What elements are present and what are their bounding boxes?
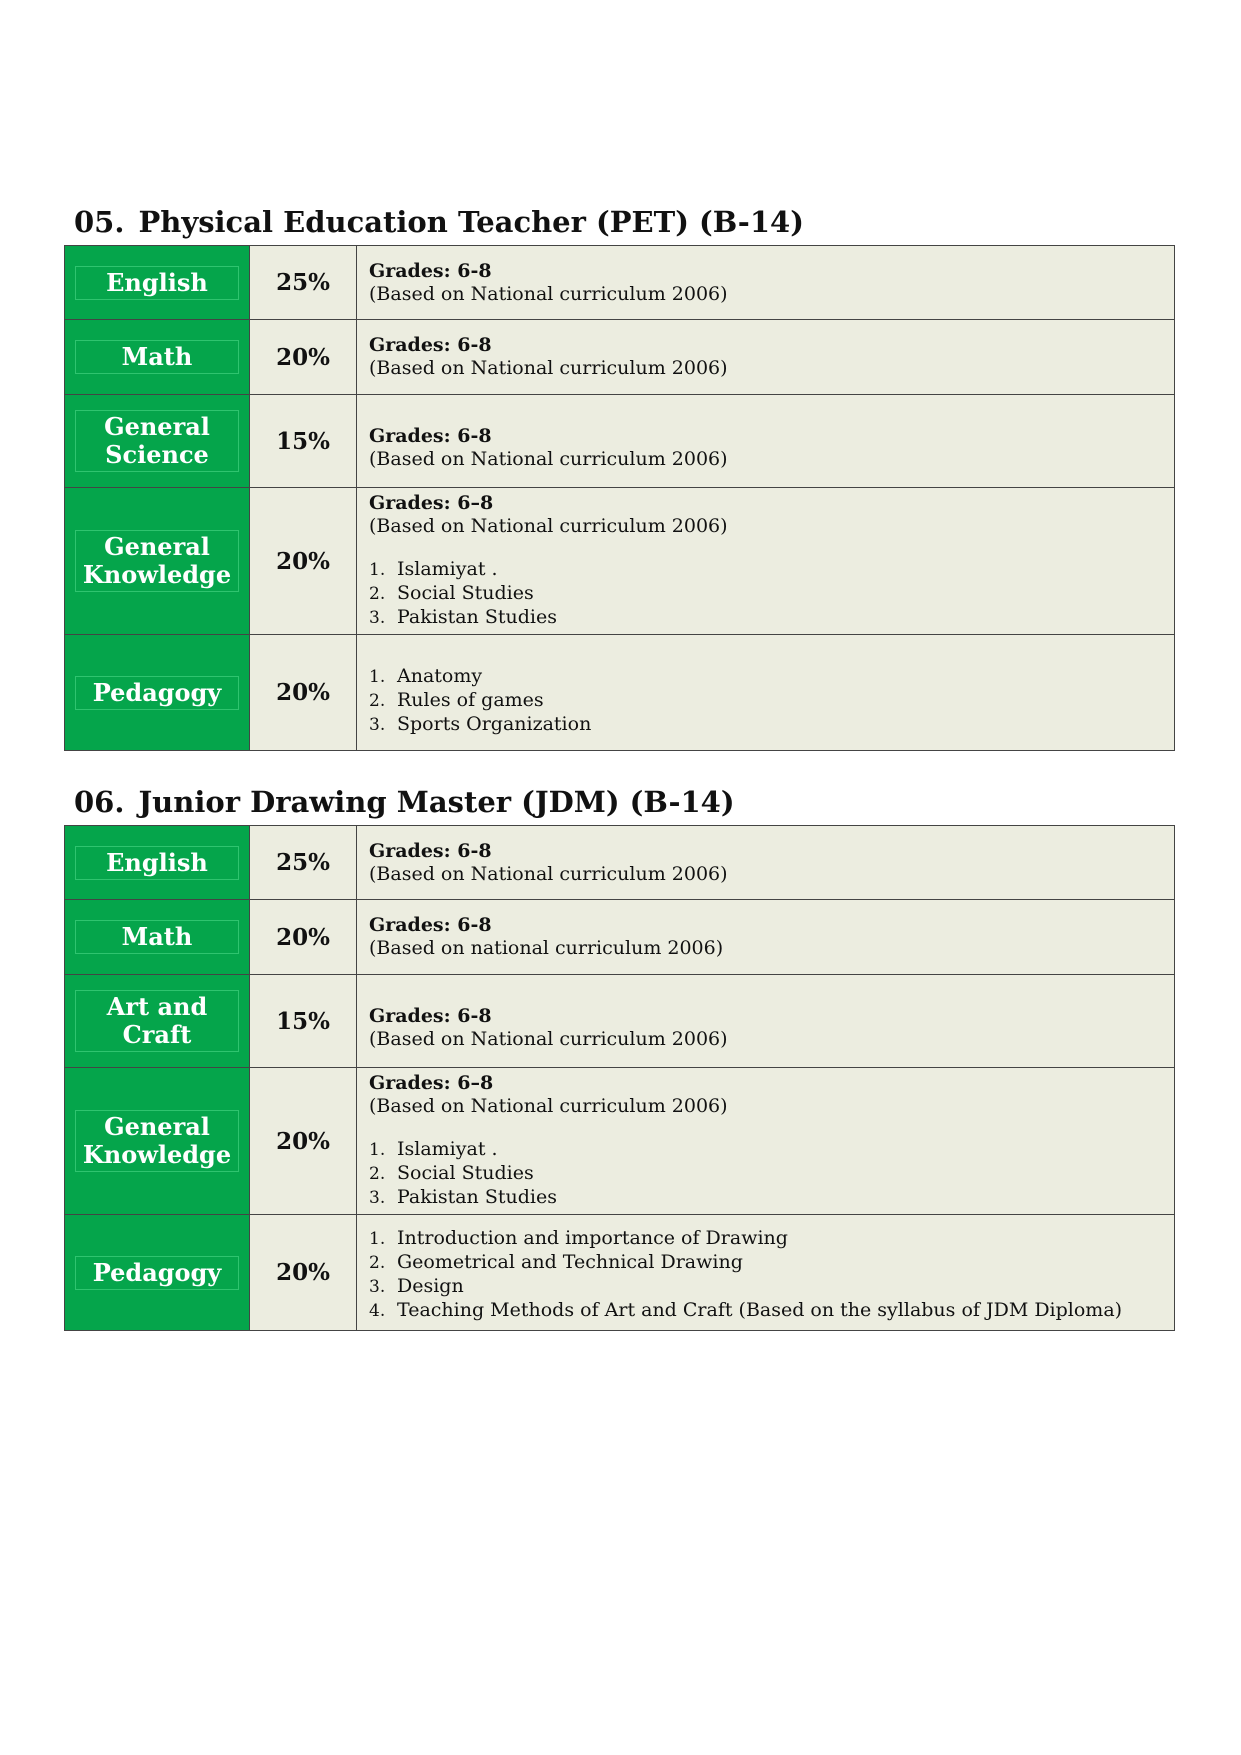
percent-cell: 20% (250, 1215, 357, 1331)
percent-cell: 15% (250, 395, 357, 488)
percent-cell: 25% (250, 246, 357, 320)
percent-cell: 20% (250, 320, 357, 395)
list-item: 2. Geometrical and Technical Drawing (369, 1250, 743, 1273)
list-item: 3. Design (369, 1274, 464, 1297)
table-row (65, 975, 1175, 1068)
topic-list (369, 1227, 1162, 1323)
list-item: 3. Pakistan Studies (369, 1186, 557, 1208)
table-row (65, 1068, 1175, 1215)
table-row (65, 488, 1175, 635)
section-number: 05. (74, 205, 125, 239)
grades-text: Grades: 6-8 (369, 259, 492, 282)
table-row (65, 246, 1175, 320)
subject-cell (65, 1068, 250, 1215)
section-number: 06. (74, 785, 125, 819)
section-title (74, 205, 804, 239)
subject-label: General (104, 1112, 210, 1141)
subject-label: General (104, 412, 210, 441)
table-row (65, 826, 1175, 900)
percent-cell: 15% (250, 975, 357, 1068)
list-item: 1. Introduction and importance of Drawing (369, 1226, 788, 1249)
subject-label: Math (121, 342, 193, 371)
list-item: 3. Sports Organization (369, 712, 592, 735)
grades-text: Grades: 6–8 (369, 492, 494, 514)
list-item: 1. Anatomy (369, 664, 483, 687)
topic-list (369, 558, 1162, 630)
table-row (65, 1215, 1175, 1331)
list-item: 2. Rules of games (369, 688, 544, 711)
grades-text: Grades: 6-8 (369, 914, 492, 936)
grades-text: Grades: 6-8 (369, 1005, 492, 1027)
subject-cell (65, 1215, 250, 1331)
table-row (65, 635, 1175, 751)
list-item: 2. Social Studies (369, 1162, 534, 1184)
percent-cell: 20% (250, 635, 357, 751)
grades-text: Grades: 6-8 (369, 425, 492, 447)
subject-label: Math (121, 922, 193, 951)
subject-label: English (106, 847, 208, 877)
list-item: 4. Teaching Methods of Art and Craft (Based on the syllabus of JDM Diploma) (369, 1298, 1123, 1321)
basis-text: (Based on National curriculum 2006) (369, 1028, 728, 1050)
subject-label: Craft (122, 1020, 192, 1049)
section-heading: Physical Education Teacher (PET) (B-14) (138, 205, 804, 239)
list-item: 1. Islamiyat . (369, 1138, 498, 1160)
subject-cell (65, 488, 250, 635)
subject-label: Science (105, 440, 209, 469)
subject-label: English (106, 267, 208, 297)
subject-cell (65, 246, 250, 320)
syllabus-table (64, 825, 1175, 1331)
grades-text: Grades: 6-8 (369, 839, 492, 862)
description-cell (357, 975, 1175, 1068)
subject-label: Pedagogy (92, 1257, 222, 1287)
description-cell (357, 635, 1175, 751)
topic-list (369, 665, 1162, 737)
basis-text: (Based on national curriculum 2006) (369, 937, 724, 959)
grades-text: Grades: 6–8 (369, 1072, 494, 1094)
basis-text: (Based on National curriculum 2006) (369, 862, 728, 885)
percent-cell: 20% (250, 1068, 357, 1215)
description-cell (357, 1068, 1175, 1215)
syllabus-table (64, 245, 1175, 751)
grades-text: Grades: 6-8 (369, 334, 492, 356)
subject-label: Knowledge (82, 1140, 232, 1169)
description-cell (357, 900, 1175, 975)
list-item: 3. Pakistan Studies (369, 606, 557, 628)
section-title (74, 785, 735, 819)
subject-cell (65, 900, 250, 975)
table-row (65, 900, 1175, 975)
basis-text: (Based on National curriculum 2006) (369, 1095, 728, 1117)
subject-cell (65, 975, 250, 1068)
basis-text: (Based on National curriculum 2006) (369, 357, 728, 379)
subject-cell (65, 320, 250, 395)
percent-cell: 20% (250, 900, 357, 975)
subject-label: General (104, 532, 210, 561)
description-cell (357, 1215, 1175, 1331)
description-cell (357, 488, 1175, 635)
subject-label: Knowledge (82, 560, 232, 589)
subject-cell (65, 826, 250, 900)
subject-cell (65, 635, 250, 751)
table-row (65, 320, 1175, 395)
subject-label: Art and (106, 992, 208, 1021)
topic-list (369, 1138, 1162, 1210)
description-cell (357, 320, 1175, 395)
percent-cell: 20% (250, 488, 357, 635)
list-item: 1. Islamiyat . (369, 558, 498, 580)
section-heading: Junior Drawing Master (JDM) (B-14) (138, 785, 735, 819)
subject-label: Pedagogy (92, 677, 222, 707)
basis-text: (Based on National curriculum 2006) (369, 282, 728, 305)
list-item: 2. Social Studies (369, 582, 534, 604)
subject-cell (65, 395, 250, 488)
description-cell (357, 826, 1175, 900)
basis-text: (Based on National curriculum 2006) (369, 448, 728, 470)
description-cell (357, 395, 1175, 488)
description-cell (357, 246, 1175, 320)
basis-text: (Based on National curriculum 2006) (369, 515, 728, 537)
table-row (65, 395, 1175, 488)
percent-cell: 25% (250, 826, 357, 900)
